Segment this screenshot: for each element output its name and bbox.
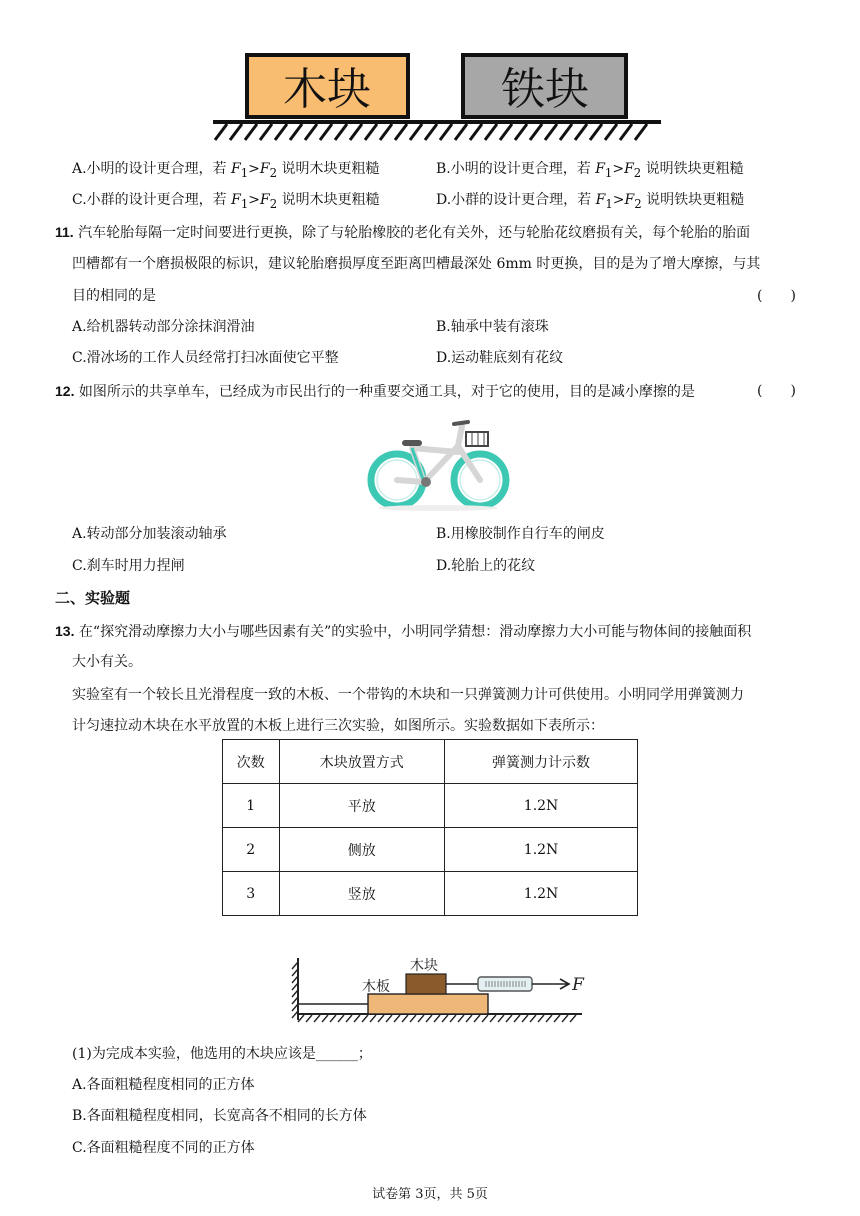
hatch-mark bbox=[350, 124, 362, 140]
q11-option-b[interactable]: B.轴承中装有滚珠 bbox=[436, 319, 549, 335]
hatch-mark bbox=[490, 1015, 496, 1022]
hatch-mark bbox=[306, 1015, 312, 1022]
hatch-mark bbox=[570, 1015, 576, 1022]
hatch-mark bbox=[474, 1015, 480, 1022]
bike-handlebar bbox=[454, 422, 468, 424]
hatch-mark bbox=[335, 124, 347, 140]
table-cell: 1.2N bbox=[445, 872, 638, 916]
q11-option-d[interactable]: D.运动鞋底刻有花纹 bbox=[436, 350, 564, 366]
q13-number: 13. bbox=[55, 623, 75, 639]
hatch-mark bbox=[354, 1015, 360, 1022]
page-footer: 试卷第 3页，共 5页 bbox=[372, 1187, 488, 1202]
q13-stem-line1: 13. 在“探究滑动摩擦力大小与哪些因素有关”的实验中，小明同学猜想：滑动摩擦力大小可能与物体间的接触面积 bbox=[55, 623, 752, 640]
bike-svg bbox=[362, 412, 512, 512]
bike-seat bbox=[402, 440, 422, 446]
table-header-cell: 次数 bbox=[223, 740, 280, 784]
hatch-mark bbox=[442, 1015, 448, 1022]
hatch-mark bbox=[500, 124, 512, 140]
ground-hatching bbox=[215, 124, 647, 140]
section-title-experiment: 二、实验题 bbox=[55, 589, 131, 607]
wood-block-label: 木块 bbox=[283, 64, 371, 115]
hatch-mark bbox=[290, 124, 302, 140]
hatch-mark bbox=[485, 124, 497, 140]
hatch-mark bbox=[346, 1015, 352, 1022]
hatch-mark bbox=[522, 1015, 528, 1022]
hatch-mark bbox=[466, 1015, 472, 1022]
hatch-mark bbox=[320, 124, 332, 140]
table-cell: 1.2N bbox=[445, 784, 638, 828]
hatch-mark bbox=[395, 124, 407, 140]
table-row bbox=[223, 872, 638, 916]
table-cell: 平放 bbox=[279, 784, 445, 828]
hatch-mark bbox=[394, 1015, 400, 1022]
q12-option-a[interactable]: A.转动部分加装滚动轴承 bbox=[72, 526, 227, 542]
table-cell: 侧放 bbox=[279, 828, 445, 872]
table-cell: 竖放 bbox=[279, 872, 445, 916]
q10-option-a[interactable]: A.小明的设计更合理，若 $F_1>F_2$ 说明木块更粗糙 bbox=[72, 161, 380, 180]
hatch-mark bbox=[370, 1015, 376, 1022]
q12-number: 12. bbox=[55, 383, 75, 399]
hatch-mark bbox=[620, 124, 632, 140]
hatch-mark bbox=[605, 124, 617, 140]
figure-blocks-on-ground bbox=[205, 50, 665, 145]
hatch-mark bbox=[458, 1015, 464, 1022]
hatch-mark bbox=[362, 1015, 368, 1022]
hatch-mark bbox=[538, 1015, 544, 1022]
shared-bike-image bbox=[362, 412, 512, 512]
hatch-mark bbox=[275, 124, 287, 140]
hatch-mark bbox=[418, 1015, 424, 1022]
hatch-mark bbox=[506, 1015, 512, 1022]
q10-option-b[interactable]: B.小明的设计更合理，若 $F_1>F_2$ 说明铁块更粗糙 bbox=[436, 161, 744, 180]
hatch-mark bbox=[554, 1015, 560, 1022]
hatch-mark bbox=[545, 124, 557, 140]
q12-option-b[interactable]: B.用橡胶制作自行车的闸皮 bbox=[436, 526, 605, 542]
q11-number: 11. bbox=[55, 224, 74, 240]
hatch-mark bbox=[530, 1015, 536, 1022]
hatch-mark bbox=[425, 124, 437, 140]
label-block: 木块 bbox=[410, 958, 438, 974]
hatch-mark bbox=[260, 124, 272, 140]
table-header-cell: 弹簧测力计示数 bbox=[445, 740, 638, 784]
table-cell: 3 bbox=[223, 872, 280, 916]
table-header-row bbox=[223, 740, 638, 784]
q12-option-c[interactable]: C.刹车时用力捏闸 bbox=[72, 558, 185, 574]
hatch-mark bbox=[330, 1015, 336, 1022]
hatch-mark bbox=[386, 1015, 392, 1022]
q11-option-c[interactable]: C.滑冰场的工作人员经常打扫冰面使它平整 bbox=[72, 350, 339, 366]
hatch-mark bbox=[245, 124, 257, 140]
bike-crank bbox=[421, 477, 431, 487]
q13-data-table bbox=[222, 739, 638, 916]
table-row bbox=[223, 784, 638, 828]
hatch-mark bbox=[440, 124, 452, 140]
q12-option-d[interactable]: D.轮胎上的花纹 bbox=[436, 558, 536, 574]
hatch-mark bbox=[365, 124, 377, 140]
q13-stem-line4: 计匀速拉动木块在水平放置的木板上进行三次实验，如图所示。实验数据如下表所示： bbox=[72, 718, 604, 734]
q12-stem: 12. 如图所示的共享单车，已经成为市民出行的一种重要交通工具，对于它的使用，目的是减小摩擦的是 bbox=[55, 383, 695, 400]
table-row bbox=[223, 828, 638, 872]
hatch-mark bbox=[635, 124, 647, 140]
experiment-figure bbox=[290, 952, 590, 1028]
hatch-mark bbox=[515, 124, 527, 140]
q10-option-c[interactable]: C.小群的设计更合理，若 $F_1>F_2$ 说明木块更粗糙 bbox=[72, 192, 380, 211]
table-cell: 1.2N bbox=[445, 828, 638, 872]
hatch-mark bbox=[498, 1015, 504, 1022]
hatch-mark bbox=[575, 124, 587, 140]
hatch-mark bbox=[514, 1015, 520, 1022]
hatch-mark bbox=[560, 124, 572, 140]
hatch-mark bbox=[590, 124, 602, 140]
hatch-mark bbox=[378, 1015, 384, 1022]
q11-option-a[interactable]: A.给机器转动部分涂抹润滑油 bbox=[72, 319, 255, 335]
hatch-mark bbox=[410, 124, 422, 140]
label-board: 木板 bbox=[362, 979, 390, 995]
force-arrow bbox=[552, 979, 569, 989]
q13-sub1: (1)为完成本实验，他选用的木块应该是______； bbox=[72, 1046, 372, 1062]
experiment-svg bbox=[290, 952, 590, 1028]
hatch-mark bbox=[562, 1015, 568, 1022]
hatch-mark bbox=[314, 1015, 320, 1022]
table-header-cell: 木块放置方式 bbox=[279, 740, 445, 784]
hatch-mark bbox=[322, 1015, 328, 1022]
hatch-mark bbox=[230, 124, 242, 140]
hatch-mark bbox=[546, 1015, 552, 1022]
hatch-mark bbox=[338, 1015, 344, 1022]
table-cell: 1 bbox=[223, 784, 280, 828]
hatch-mark bbox=[402, 1015, 408, 1022]
hatch-mark bbox=[305, 124, 317, 140]
hatch-mark bbox=[426, 1015, 432, 1022]
bike-basket bbox=[466, 432, 488, 446]
q13-option-b[interactable]: B.各面粗糙程度相同，长宽高各不相同的长方体 bbox=[72, 1108, 367, 1124]
q11-stem-line2: 凹槽都有一个磨损极限的标识，建议轮胎磨损厚度至距离凹槽最深处 6mm 时更换，目的是为了增大摩擦，与其 bbox=[72, 256, 761, 272]
q11-answer-paren[interactable]: ( ) bbox=[757, 288, 796, 304]
hatch-mark bbox=[215, 124, 227, 140]
label-force: F bbox=[572, 975, 584, 995]
hatch-mark bbox=[482, 1015, 488, 1022]
hatch-mark bbox=[530, 124, 542, 140]
q11-stem-line1: 11. 汽车轮胎每隔一定时间要进行更换，除了与轮胎橡胶的老化有关外，还与轮胎花纹磨损有关，每个轮胎的胎面 bbox=[55, 224, 751, 241]
q13-option-c[interactable]: C.各面粗糙程度不同的正方体 bbox=[72, 1140, 255, 1156]
hatch-mark bbox=[434, 1015, 440, 1022]
hatch-mark bbox=[410, 1015, 416, 1022]
hatch-mark bbox=[455, 124, 467, 140]
block-shape bbox=[406, 974, 446, 994]
board-shape bbox=[368, 994, 488, 1014]
q12-answer-paren[interactable]: ( ) bbox=[757, 383, 796, 399]
iron-block-label: 铁块 bbox=[501, 64, 589, 115]
q13-stem-line3: 实验室有一个较长且光滑程度一致的木板、一个带钩的木块和一只弹簧测力计可供使用。小明同学用弹簧测力 bbox=[72, 687, 744, 703]
table-cell: 2 bbox=[223, 828, 280, 872]
q10-option-d[interactable]: D.小群的设计更合理，若 $F_1>F_2$ 说明铁块更粗糙 bbox=[436, 192, 745, 211]
q11-stem-line3: 目的相同的是 bbox=[72, 288, 156, 304]
q13-stem-line2: 大小有关。 bbox=[72, 654, 142, 670]
hatch-mark bbox=[470, 124, 482, 140]
hatch-mark bbox=[380, 124, 392, 140]
hatch-mark bbox=[450, 1015, 456, 1022]
blocks-figure-svg bbox=[205, 50, 665, 145]
q13-option-a[interactable]: A.各面粗糙程度相同的正方体 bbox=[72, 1077, 255, 1093]
